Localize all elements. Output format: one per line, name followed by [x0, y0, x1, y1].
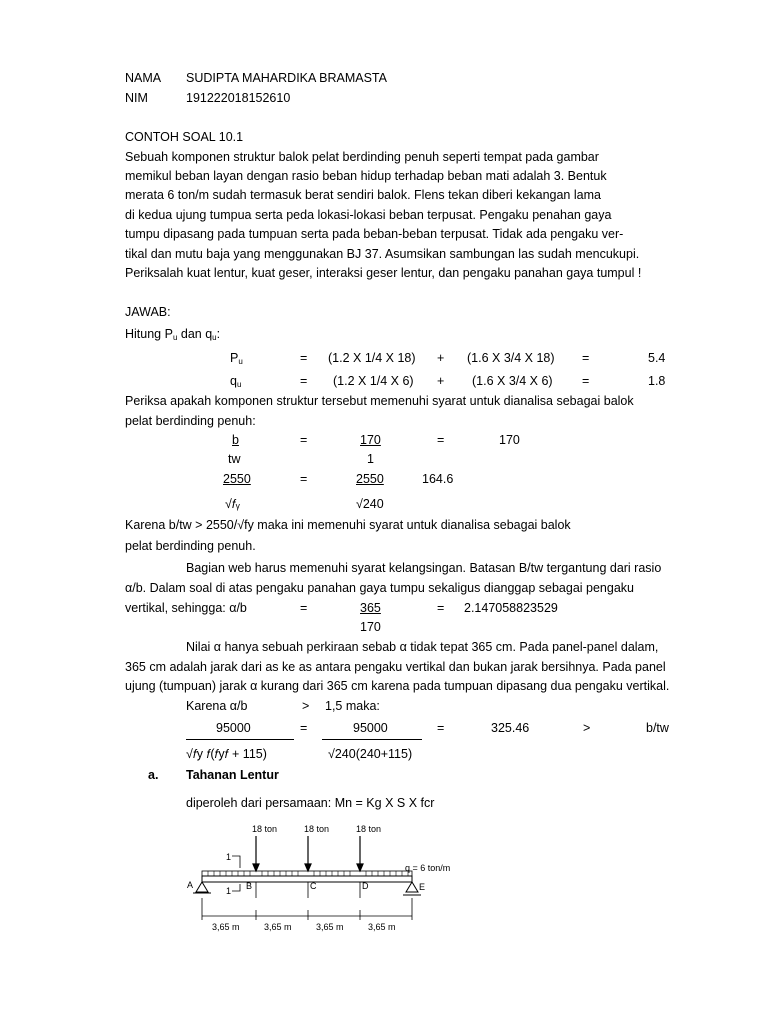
periksa-line: Periksa apakah komponen struktur tersebut memenuhi syarat untuk dianalisa sebagai balok	[125, 394, 634, 408]
span-label: 3,65 m	[316, 922, 344, 932]
nama-label: NAMA	[125, 71, 162, 85]
point-label: B	[246, 881, 253, 891]
nim-value: 191222018152610	[186, 91, 291, 105]
span-label: 3,65 m	[264, 922, 292, 932]
frac-2550-num: 2550	[223, 472, 251, 486]
answer-heading: JAWAB:	[125, 305, 171, 319]
span-label: 3,65 m	[368, 922, 396, 932]
roller-support	[406, 882, 418, 892]
section-mark: 1	[226, 886, 232, 896]
pu-lhs: $P_u$	[230, 351, 243, 366]
beam	[202, 876, 412, 882]
fraction-bar	[186, 739, 294, 740]
qu-result: 1.8	[648, 374, 666, 388]
pu-eq2: =	[582, 351, 590, 365]
frac-2550-den2: √240	[356, 497, 384, 511]
pin-support	[196, 882, 208, 892]
frac-95000-den2: √240(240+115)	[328, 747, 413, 761]
frac-b-den: tw	[228, 452, 241, 466]
section-a-label: a.	[148, 768, 159, 782]
nama-value: SUDIPTA MAHARDIKA BRAMASTA	[186, 71, 387, 85]
section-a-title: Tahanan Lentur	[186, 768, 279, 782]
beam-diagram	[180, 818, 470, 936]
karena2-gt: >	[302, 699, 310, 713]
frac-95000-rhs: b/tw	[646, 721, 669, 735]
problem-line: di kedua ujung tumpua serta peda lokasi-lokasi beban terpusat. Pengaku penahan gaya	[125, 208, 612, 222]
load-arrow	[253, 836, 259, 871]
pu-term1: (1.2 X 1/4 X 18)	[328, 351, 416, 365]
mn-line: diperoleh dari persamaan: Mn = Kg X S X fcr	[186, 796, 435, 810]
web-line: α/b. Dalam soal di atas pengaku panahan gaya tumpu sekaligus dianggap sebagai pengaku	[125, 581, 634, 595]
span-label: 3,65 m	[212, 922, 240, 932]
fraction-bar	[322, 739, 422, 740]
point-label: C	[310, 881, 317, 891]
web-line: vertikal, sehingga: α/b	[125, 601, 247, 615]
nilai-line: ujung (tumpuan) jarak α kurang dari 365 cm karena pada tumpuan dipasang dua pengaku vertikal.	[125, 679, 670, 693]
problem-line: merata 6 ton/m sudah termasuk berat sendiri balok. Flens tekan diberi kekangan lama	[125, 188, 601, 202]
frac-2550-num2: 2550	[356, 472, 384, 486]
web-line: Bagian web harus memenuhi syarat kelangsingan. Batasan B/tw tergantung dari rasio	[186, 561, 662, 575]
problem-line: tikal dan mutu baja yang menggunakan BJ 37. Asumsikan sambungan las sudah mencukupi.	[125, 247, 640, 261]
alpha-result: 2.147058823529	[464, 601, 558, 615]
alpha-eq: =	[300, 601, 308, 615]
pu-plus: +	[437, 351, 445, 365]
frac-b-den2: 1	[367, 452, 374, 466]
frac-95000-num: 95000	[216, 721, 251, 735]
pu-term2: (1.6 X 3/4 X 18)	[467, 351, 555, 365]
qu-lhs: $q_u$	[230, 374, 242, 389]
nilai-line: Nilai α hanya sebuah perkiraan sebab α tidak tepat 365 cm. Pada panel-panel dalam,	[186, 640, 659, 654]
load-arrow	[305, 836, 311, 871]
frac-b-eq2: =	[437, 433, 445, 447]
frac-2550-den: √𝑓ᵧ	[225, 497, 240, 511]
problem-line: memikul beban layan dengan rasio beban hidup terhadap beban mati adalah 3. Bentuk	[125, 169, 607, 183]
karena2-val: 1,5 maka:	[325, 699, 380, 713]
q-label: q = 6 ton/m	[405, 863, 451, 873]
frac-b-result: 170	[499, 433, 520, 447]
karena2-text: Karena α/b	[186, 699, 248, 713]
problem-title: CONTOH SOAL 10.1	[125, 130, 244, 144]
pu-result: 5.4	[648, 351, 666, 365]
section-line	[232, 856, 240, 868]
load-arrow	[357, 836, 363, 871]
qu-plus: +	[437, 374, 445, 388]
load-label: 18 ton	[304, 824, 330, 834]
hitung-line: Hitung $P_u$ dan $q_u$:	[125, 327, 221, 342]
section-line	[232, 884, 240, 891]
qu-term2: (1.6 X 3/4 X 6)	[472, 374, 553, 388]
frac-95000-eq2: =	[437, 721, 445, 735]
nilai-line: 365 cm adalah jarak dari as ke as antara pengaku vertikal dan bukan jarak bersihnya. Pada panel	[125, 660, 666, 674]
frac-2550-result: 164.6	[422, 472, 454, 486]
load-label: 18 ton	[252, 824, 278, 834]
nim-label: NIM	[125, 91, 148, 105]
problem-line: Periksalah kuat lentur, kuat geser, interaksi geser lentur, dan pengaku panahan gaya tumpul !	[125, 266, 642, 280]
frac-95000-den: √𝑓y 𝑓(𝑓y𝑓 + 115)	[186, 747, 267, 761]
frac-95000-gt: >	[583, 721, 591, 735]
frac-b-eq: =	[300, 433, 308, 447]
frac-95000-result: 325.46	[491, 721, 530, 735]
frac-b-num2: 170	[360, 433, 381, 447]
alpha-den: 170	[360, 620, 381, 634]
problem-line: Sebuah komponen struktur balok pelat berdinding penuh seperti tempat pada gambar	[125, 150, 599, 164]
frac-2550-eq: =	[300, 472, 308, 486]
section-mark: 1	[226, 852, 232, 862]
problem-line: tumpu dipasang pada tumpuan serta pada beban-beban terpusat. Tidak ada pengaku ver-	[125, 227, 624, 241]
point-label: D	[362, 881, 369, 891]
alpha-eq2: =	[437, 601, 445, 615]
load-label: 18 ton	[356, 824, 382, 834]
point-label: E	[419, 882, 426, 892]
frac-b-num: b	[232, 433, 239, 447]
pu-eq: =	[300, 351, 308, 365]
frac-95000-num2: 95000	[353, 721, 388, 735]
karena-line: Karena b/tw > 2550/√fy maka ini memenuhi syarat untuk dianalisa sebagai balok	[125, 518, 571, 532]
qu-eq2: =	[582, 374, 590, 388]
point-label: A	[187, 880, 194, 890]
distributed-load	[202, 871, 412, 876]
qu-term1: (1.2 X 1/4 X 6)	[333, 374, 414, 388]
karena-line: pelat berdinding penuh.	[125, 539, 256, 553]
alpha-num: 365	[360, 601, 381, 615]
qu-eq: =	[300, 374, 308, 388]
periksa-line: pelat berdinding penuh:	[125, 414, 256, 428]
frac-95000-eq: =	[300, 721, 308, 735]
